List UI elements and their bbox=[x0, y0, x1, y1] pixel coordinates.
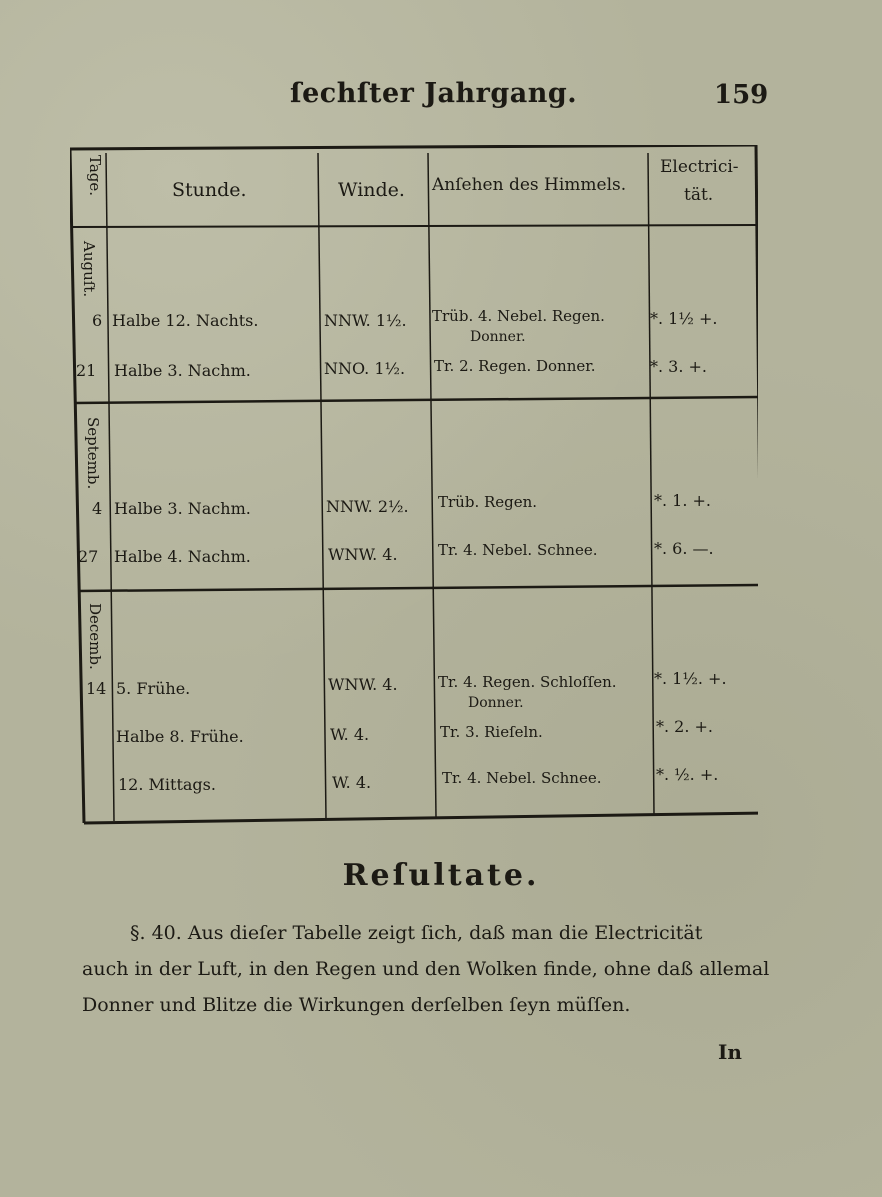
sky-cell: Tr. 4. Regen. Schloſſen. bbox=[438, 673, 617, 691]
wind-cell: NNO. 1½. bbox=[324, 359, 406, 378]
sky-cell: Trüb. Regen. bbox=[438, 493, 538, 511]
day-cell: 6 bbox=[92, 311, 103, 330]
day-cell: 14 bbox=[86, 679, 107, 698]
weather-table bbox=[70, 145, 758, 825]
wind-cell: W. 4. bbox=[332, 773, 372, 792]
electricity-cell: *. 2. +. bbox=[656, 717, 714, 736]
catchword: In bbox=[718, 1040, 742, 1064]
electricity-cell: *. 6. —. bbox=[654, 539, 714, 558]
time-cell: 5. Frühe. bbox=[116, 679, 191, 698]
electricity-cell: *. 1½. +. bbox=[654, 669, 727, 688]
wind-cell: W. 4. bbox=[330, 725, 370, 744]
day-cell: 27 bbox=[78, 547, 99, 566]
sky-cell: Tr. 4. Nebel. Schnee. bbox=[438, 541, 598, 559]
page-number: 159 bbox=[714, 80, 769, 110]
wind-cell: NNW. 2½. bbox=[326, 497, 409, 516]
running-title: ſechſter Jahrgang. bbox=[290, 78, 578, 109]
electricity-cell: *. 1½ +. bbox=[650, 309, 718, 328]
month-label-december: Decemb. bbox=[86, 603, 104, 670]
column-header-winde: Winde. bbox=[338, 179, 405, 201]
electricity-cell: *. ½. +. bbox=[656, 765, 719, 784]
results-paragraph-line: Donner und Blitze die Wirkungen derſelben ſeyn müſſen. bbox=[82, 994, 631, 1016]
sky-cell: Tr. 4. Nebel. Schnee. bbox=[442, 769, 602, 787]
sky-cell-cont: Donner. bbox=[468, 695, 524, 711]
time-cell: 12. Mittags. bbox=[118, 775, 216, 794]
column-header-tage: Tage. bbox=[86, 155, 104, 197]
column-header-himmel: Anſehen des Himmels. bbox=[432, 175, 627, 195]
results-paragraph-line: §. 40. Aus dieſer Tabelle zeigt ſich, daß man die Electricität bbox=[130, 922, 703, 944]
electricity-cell: *. 1. +. bbox=[654, 491, 712, 510]
month-label-august: Auguſt. bbox=[80, 241, 98, 298]
time-cell: Halbe 8. Frühe. bbox=[116, 727, 244, 746]
time-cell: Halbe 3. Nachm. bbox=[114, 361, 251, 380]
day-cell: 21 bbox=[76, 361, 97, 380]
wind-cell: NNW. 1½. bbox=[324, 311, 407, 330]
sky-cell: Tr. 3. Rieſeln. bbox=[440, 723, 543, 741]
column-header-electricitaet-cont: tät. bbox=[684, 185, 714, 205]
wind-cell: WNW. 4. bbox=[328, 545, 398, 564]
column-header-electricitaet: Electrici- bbox=[660, 157, 739, 177]
day-cell: 4 bbox=[92, 499, 103, 518]
time-cell: Halbe 12. Nachts. bbox=[112, 311, 259, 330]
table-rules bbox=[70, 145, 758, 825]
electricity-cell: *. 3. +. bbox=[650, 357, 708, 376]
sky-cell: Trüb. 4. Nebel. Regen. bbox=[432, 307, 605, 325]
results-paragraph-line: auch in der Luft, in den Regen und den Wolken finde, ohne daß allemal bbox=[82, 958, 770, 980]
sky-cell: Tr. 2. Regen. Donner. bbox=[434, 357, 596, 375]
sky-cell-cont: Donner. bbox=[470, 329, 526, 345]
column-header-stunde: Stunde. bbox=[172, 179, 247, 201]
time-cell: Halbe 3. Nachm. bbox=[114, 499, 251, 518]
results-heading: Reſultate. bbox=[342, 858, 540, 893]
month-label-september: Septemb. bbox=[84, 417, 102, 490]
time-cell: Halbe 4. Nachm. bbox=[114, 547, 251, 566]
wind-cell: WNW. 4. bbox=[328, 675, 398, 694]
